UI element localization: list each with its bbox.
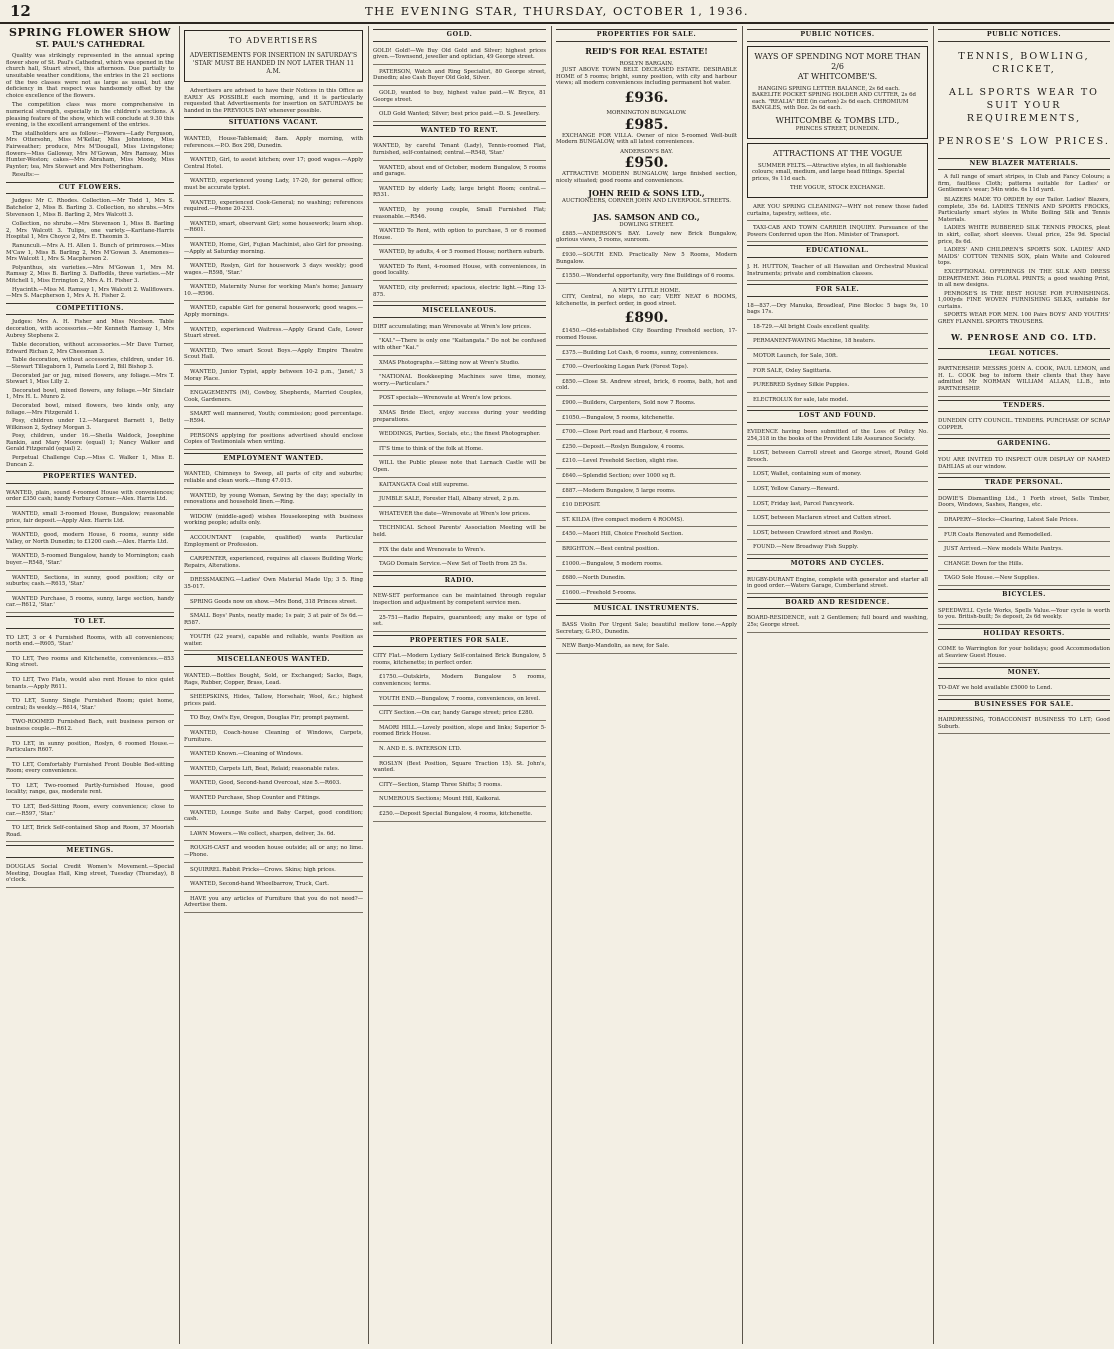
- section-heading: BUSINESSES FOR SALE.: [938, 699, 1110, 712]
- classified-ad: J. H. HUTTON, Teacher of all Hawaiian and Orchestral Musical Instruments; private and combination classes.: [747, 262, 928, 281]
- samson-heading: JAS. SAMSON AND CO.,: [593, 212, 700, 223]
- penrose-filler: BLAZERS MADE TO ORDER by our Tailor. Ladies' Blazers, complete, 35s 6d. LADIES TENNIS AND SPORTS FROCKS, Particularly smart styles in White Boiling Silk and Tennis Materials. LADIES WHITE RUBBERED SILK TENNIS FROCKS, pleat in skirt, collar, short sleeves. Usual price, 25s 9d. Special price, 8s 6d. LADIES' AND CHILDREN'S SPORTS SOX. LADIES' AND MAIDS' COTTON TENNIS SOX, plain White and Coloured tops. EXCEPTIONAL OFFERINGS IN THE SILK AND DRESS DEPARTMENT. 36in FLORAL PRINTS; a good washing Print, in all new designs. PENROSE'S IS THE BEST HOUSE FOR FURNISHINGS. 1,000yds FINE WOVEN FURNISHING SILKS, suitable for curtains. SPORTS WEAR FOR MEN. 100 Pairs BOYS' AND YOUTHS' GREY FLANNEL SPORTS TROUSERS.: [938, 196, 1110, 326]
- section-heading: MISCELLANEOUS WANTED.: [184, 654, 363, 667]
- classified-ad: DUNEDIN CITY COUNCIL. TENDERS. PURCHASE OF SCRAP COPPER.: [938, 416, 1110, 435]
- column-rule: [933, 26, 934, 1344]
- section-heading: FOR SALE.: [747, 284, 928, 297]
- article-body-filler: The competition class was more comprehensive in numerical strength, especially in the children's sections. A pleasing feature of the show, which will conclude at 9.30 this evening, is the excellent arrangement of the entries. The stallholders are as follow:—Flowers—Lady Ferguson, Mrs Ottersohn, Miss M'Kellar, Miss Johnstone, Miss Fairweather; produce, Mrs M'Dougall, Miss Livingstone; flowers—Miss Galloway, Mrs M'Gowan, Mrs Ramsay, Miss Hunter-Weston; cakes—Mrs Abraham, Miss Moody, Miss Paynter; tea, Mrs Stewart and Mrs Fotheringham. Results:—: [6, 102, 174, 179]
- advertisers-text: ADVERTISEMENTS FOR INSERTION IN SATURDAY'S 'STAR' MUST BE HANDED IN NOT LATER THAN 11 A.M.: [189, 52, 358, 75]
- section-text: Judges: Mrs A. H. Fisher and Miss Nicolson. Table decoration, with accessories.—Mr Kenneth Ramsay 1, Mrs Aubrey Stephens 2.: [6, 319, 174, 339]
- section-heading: GARDENING.: [938, 438, 1110, 451]
- section-heading: GOLD.: [373, 29, 546, 42]
- section-heading: BICYCLES.: [938, 589, 1110, 602]
- section-heading: PUBLIC NOTICES.: [747, 29, 928, 42]
- column-2: TO ADVERTISERS ADVERTISEMENTS FOR INSERTION IN SATURDAY'S 'STAR' MUST BE HANDED IN NOT LATER THAN 11 A.M. Advertisers are advised to have their Notices in this Office as EARLY AS POSSIBLE each morning, and it is particularly requested that Advertisements for insertion on SATURDAYS be handed in the PREVIOUS DAY whenever possible. SITUATIONS VACANT. WANTED, House-Tablemaid; 8am. Apply morning, with references.—P.O. Box 298, Dunedin. WANTED, Girl, to assist kitchen; over 17; good wages.—Apply Central Hotel. WANTED, experienced young Lady, 17-20, for general office; must be accurate typist. WANTED, experienced Cook-General; no washing; references required.—Phone 20-233. WANTED, smart, observant Girl; some housework; learn shop.—R601. WANTED, Home, Girl, Fujian Machinist, also Girl for pressing.—Apply at Saturday morning. WANTED, Roslyn, Girl for housework 3 days weekly; good wages.—R598, 'Star.' WANTED, Maternity Nurse for working Man's home; January 10.—R596. WANTED, capable Girl for general housework; good wages.—Apply mornings. WANTED, experienced Waitress.—Apply Grand Cafe, Lower Stuart street. WANTED, Two smart Scout Boys.—Apply Empire Theatre Scout Hall. WANTED, Junior Typist, apply between 10-2 p.m., 'Janet,' 3 Moray Place. ENGAGEMENTS (M), Cowboy, Shepherds, Married Couples, Cook, Gardeners. SMART well mannered, Youth; commission; good percentage.—R594. PERSONS applying for positions advertised should enclose Copies of Testimonials when writing. EMPLOYMENT WANTED. WANTED, Chimneys to Sweep, all parts of city and suburbs; reliable and clean work.—Rung 47.015. WANTED, by young Woman, Sewing by the day; specially in renovations and household linen.—Ring. WIDOW (middle-aged) wishes Housekeeping with business working people; adults only. ACCOUNTANT (capable, qualified) wants Particular Employment or Profession. CARPENTER, experienced, requires all classes Building Work; Repairs, Alterations. DRESSMAKING.—Ladies' Own Material Made Up; 3 5. Ring 35-017. SPRING Goods now on show.—Mrs Bond, 318 Princes street. SMALL Boys' Pants, neatly made; 1s pair, 3 at pair of 5s 6d.—R587. YOUTH (22 years), capable and reliable, wants Position as waiter. MISCELLANEOUS WANTED. WANTED.—Bottles Bought, Sold, or Exchanged; Sacks, Bags, Rags, Rubber, Copper, Brass, Lead. SHEEPSKINS, Hides, Tallow, Horsehair, Wool, &c.; highest prices paid. TO Buy, Owl's Eye, Oregon, Douglas Fir; prompt payment. WANTED, Coach-house Cleaning of Windows, Carpets, Furniture. WANTED Known.—Cleaning of Windows. WANTED, Carpets Lift, Beat, Relaid; reasonable rates. WANTED, Good, Second-hand Overcoat, size 5.—R603. WANTED Purchase, Shop Counter and Fittings. WANTED, Lounge Suite and Baby Carpet, good condition; cash. LAWN Mowers.—We collect, sharpen, deliver, 3s. 6d. ROUGH-CAST and wooden house outside; all or any; no lime.—Phone. SQUIRREL Rabbit Pricks—Crows. Skins; high prices. WANTED, Second-hand Wheelbarrow, Truck, Cart. HAVE you any articles of Furniture that you do not need?—Advertise them.: [184, 26, 363, 1344]
- musical-filler: BASS Violin For Urgent Sale; beautiful mellow tone.—Apply Secretary, G.P.O., Dunedin. NEW Banjo-Mandolin, as new, for Sale.: [556, 620, 737, 654]
- section-heading: TO LET.: [6, 616, 174, 629]
- samson-address: DOWLING STREET.: [619, 222, 674, 229]
- advertisers-title: TO ADVERTISERS: [228, 36, 319, 45]
- section-heading: PROPERTIES WANTED.: [6, 471, 174, 484]
- section-heading: MOTORS AND CYCLES.: [747, 558, 928, 571]
- section-heading: WANTED TO RENT.: [373, 125, 546, 138]
- section-heading: TRADE PERSONAL.: [938, 477, 1110, 490]
- column-rule: [551, 26, 552, 1344]
- employment-filler: WANTED, by young Woman, Sewing by the day; specially in renovations and household linen.—Ring. WIDOW (middle-aged) wishes Housekeeping with business working people; adults only. ACCOUNTANT (capable, qualified) wants Particular Employment or Profession. CARPENTER, experienced, requires all classes Building Work; Repairs, Alterations. DRESSMAKING.—Ladies' Own Material Made Up; 3 5. Ring 35-017. SPRING Goods now on show.—Mrs Bond, 318 Princes street. SMALL Boys' Pants, neatly made; 1s pair, 3 at pair of 5s 6d.—R587. YOUTH (22 years), capable and reliable, wants Position as waiter.: [184, 491, 363, 652]
- section-heading: TENDERS.: [938, 400, 1110, 413]
- headline: SPRING FLOWER SHOW: [9, 26, 171, 39]
- section-heading: PROPERTIES FOR SALE.: [556, 29, 737, 42]
- classified-ad: WANTED, plain, sound 4-roomed House with conveniences; order £350 cash; handy Forbury Corner.—Alex. Harris Ltd.: [6, 488, 174, 507]
- classified-ad: DIRT accumulating; man Wrenovate at Wren's low prices.: [373, 322, 546, 335]
- penrose-footer: W. PENROSE AND CO. LTD.: [950, 331, 1098, 342]
- section-heading: PROPERTIES FOR SALE.: [373, 635, 546, 648]
- classified-ad: 18—837.—Dry Manuka, Broadleaf, Pine Blocks: 5 bags 9s, 10 bags 17s.: [747, 301, 928, 320]
- page-number: 12: [10, 2, 31, 20]
- section-heading: NEW BLAZER MATERIALS.: [938, 158, 1110, 171]
- masthead-title: THE EVENING STAR, THURSDAY, OCTOBER 1, 1936.: [365, 4, 749, 18]
- column-5: [747, 26, 928, 1344]
- column-rule: [368, 26, 369, 1344]
- property-filler: £1750.—Outskirts, Modern Bungalow 5 rooms, conveniences; terms. YOUTH END.—Bungalow, 7 rooms, conveniences, on level. CITY Section.—On car, handy Garage street; price £280. MAORI HILL.—Lovely position, slope and links; Superior 5-roomed Brick House. N. AND E. S. PATERSON LTD. ROSLYN (Best Position, Square Traction 15). St. John's, wanted. CITY—Section, Stamp Three Shifts; 5 rooms. NUMEROUS Sections; Mount Hill, Kaikorai. £250.—Deposit Special Bungalow, 4 rooms, kitchenette.: [373, 672, 546, 821]
- price: £936.: [624, 89, 669, 106]
- misc-filler: "KAI."—There is only one "Kaitangata." Do not be confused with other "Kai." XMAS Photographs.—Sitting now at Wren's Studio. "NATIONAL Bookkeeping Machines save time, money, worry.—Particulars." POST specials—Wrenovate at Wren's low prices. XMAS Bride Elect, enjoy success during your wedding preparations. WEDDINGS, Parties, Socials, etc.; the finest Photographer. IT'S time to think of the folk at Home. WILL the Public please note that Larnach Castle will be Open. KAITANGATA Coal still supreme. JUMBLE SALE, Forester Hall, Albany street, 2 p.m. WHATEVER the date—Wrenovate at Wren's low prices. TECHNICAL School Parents' Association Meeting will be held. FIX the date and Wrenovate to Wren's. TAGO Domain Service.—New Set of Teeth from 25 5s.: [373, 336, 546, 571]
- masthead: [0, 0, 1114, 24]
- section-heading: BOARD AND RESIDENCE.: [747, 597, 928, 610]
- whitcombe-advert: WAYS OF SPENDING NOT MORE THAN 2/6 AT WHITCOMBE'S. HANGING SPRING LETTER BALANCE, 2s 6d each. BAKELITE POCKET SPRING HOLDER AND CUTTER, 2s 6d each. "REALIA" BEE (in carton) 2s 6d each. CHROMIUM BANGLES, with Doz. 2s 6d each. WHITCOMBE & TOMBS LTD., PRINCES STREET, DUNEDIN.: [747, 46, 928, 139]
- column-3: [373, 26, 546, 1344]
- article-intro: Quality was strikingly represented in the annual spring flower show of St. Paul's Cathedral, which was opened in the church hall, Stuart street, this afternoon. Due partially to unsuitable weather conditions, the entries in the 21 sections of the two classes were not as large as usual, but any deficiency in that respect was handsomely offset by the choice excellence of the flowers.: [6, 53, 174, 99]
- section-heading: CUT FLOWERS.: [6, 182, 174, 195]
- classified-ad: PARTNERSHIP. MESSRS JOHN A. COOK, PAUL LEMON, and H. L. COOK beg to inform their clients that they have admitted Mr NORMAN WILLIAM ALLAN, LL.B., into PARTNERSHIP.: [938, 364, 1110, 396]
- column-4: PROPERTIES FOR SALE. REID'S FOR REAL ESTATE! ROSLYN BARGAIN. JUST ABOVE TOWN BELT. DECEASED ESTATE. DESIRABLE HOME of 5 rooms; bright, sunny position, with city and harbour views; all modern conveniences including permanent hot water. £936. MORNINGTON BUNGALOW. £985. EXCHANGE FOR VILLA. Owner of nice 5-roomed Well-built Modern BUNGALOW, with all latest conveniences. ANDERSON'S BAY. £950. ATTRACTIVE MODERN BUNGALOW, large finished section, nicely situated; good rooms and conveniences. JOHN REID & SONS LTD., AUCTIONEERS, CORNER JOHN AND LIVERPOOL STREETS. JAS. SAMSON AND CO., DOWLING STREET. £885.—ANDERSON'S BAY. Lovely new Brick Bungalow, glorious views, 5 rooms, sunroom. £930.—SOUTH END. Practically New 5 Rooms, Modern Bungalow. £1550.—Wonderful opportunity, very fine Buildings of 6 rooms. A NIFTY LITTLE HOME. CITY, Central, no steps, no car; VERY NEAT 6 ROOMS, kitchenette, in perfect order, in good street. £890. £1450.—Old-established City Boarding Freehold section, 17-roomed House. £375.—Building Lot Cash, 6 rooms, sunny, conveniences. £700.—Overlooking Logan Park (Forest Tops). £850.—Close St. Andrew street, brick, 6 rooms, bath, hot and cold. £900.—Builders, Carpenters, Sold now 7 Rooms. £1050.—Bungalow, 5 rooms, kitchenette. £700.—Close Port road and Harbour, 4 rooms. £250.—Deposit.—Roslyn Bungalow, 4 rooms. £210.—Level Freehold Section, slight rise. £640.—Splendid Section; over 1000 sq ft. £887.—Modern Bungalow, 5 large rooms. £10 DEPOSIT. ST. KILDA (five compact modern 4 ROOMS). £450.—Maori Hill, Choice Freehold Section. BRIGHTON.—Best central position. £1000.—Bungalow, 5 modern rooms. £680.—North Dunedin. £1600.—Freehold 5-rooms. MUSICAL INSTRUMENTS. BASS Violin For Urgent Sale; beautiful mellow tone.—Apply Secretary, G.P.O., Dunedin. NEW Banjo-Mandolin, as new, for Sale.: [556, 26, 737, 1344]
- mornington-heading: MORNINGTON BUNGALOW.: [606, 109, 687, 116]
- penrose-banner-3: PENROSE'S LOW PRICES.: [938, 135, 1110, 147]
- section-heading: MISCELLANEOUS.: [373, 305, 546, 318]
- whitcombe-line3: AT WHITCOMBE'S.: [797, 71, 878, 81]
- andersons-heading: ANDERSON'S BAY.: [620, 148, 673, 155]
- section-heading: MONEY.: [938, 667, 1110, 680]
- section-heading: EMPLOYMENT WANTED.: [184, 453, 363, 466]
- classified-ad: TO-DAY we hold available £5000 to Lend.: [938, 683, 1110, 696]
- situations-filler: WANTED, Girl, to assist kitchen; over 17; good wages.—Apply Central Hotel. WANTED, experienced young Lady, 17-20, for general office; must be accurate typist. WANTED, experienced Cook-General; no washing; references required.—Phone 20-233. WANTED, smart, observant Girl; some housework; learn shop.—R601. WANTED, Home, Girl, Fujian Machinist, also Girl for pressing.—Apply at Saturday morning. WANTED, Roslyn, Girl for housework 3 days weekly; good wages.—R598, 'Star.' WANTED, Maternity Nurse for working Man's home; January 10.—R596. WANTED, capable Girl for general housework; good wages.—Apply mornings. WANTED, experienced Waitress.—Apply Grand Cafe, Lower Stuart street. WANTED, Two smart Scout Boys.—Apply Empire Theatre Scout Hall. WANTED, Junior Typist, apply between 10-2 p.m., 'Janet,' 3 Moray Place. ENGAGEMENTS (M), Cowboy, Shepherds, Married Couples, Cook, Gardeners. SMART well mannered, Youth; commission; good percentage.—R594. PERSONS applying for positions advertised should enclose Copies of Testimonials when writing.: [184, 155, 363, 450]
- column-6: [938, 26, 1110, 1344]
- property-list-filler: £1450.—Old-established City Boarding Freehold section, 17-roomed House. £375.—Building Lot Cash, 6 rooms, sunny, conveniences. £700.—Overlooking Logan Park (Forest Tops). £850.—Close St. Andrew street, brick, 6 rooms, bath, hot and cold. £900.—Builders, Carpenters, Sold now 7 Rooms. £1050.—Bungalow, 5 rooms, kitchenette. £700.—Close Port road and Harbour, 4 rooms. £250.—Deposit.—Roslyn Bungalow, 4 rooms. £210.—Level Freehold Section, slight rise. £640.—Splendid Section; over 1000 sq ft. £887.—Modern Bungalow, 5 large rooms. £10 DEPOSIT. ST. KILDA (five compact modern 4 ROOMS). £450.—Maori Hill, Choice Freehold Section. BRIGHTON.—Best central position. £1000.—Bungalow, 5 modern rooms. £680.—North Dunedin. £1600.—Freehold 5-rooms.: [556, 326, 737, 600]
- penrose-banner-2: ALL SPORTS WEAR TO SUIT YOUR REQUIREMENTS,: [949, 86, 1099, 124]
- price: £890.: [624, 310, 669, 327]
- section-heading: EDUCATIONAL.: [747, 245, 928, 258]
- for-sale-filler: 18-729.—All bright Coals excellent quality. PERMANENT-WAVING Machine, 18 heaters. MOTOR Launch, for Sale, 30ft. FOR SALE, Oxley Sagittaria. PUREBRED Sydney Silkie Puppies. ELECTROLUX for sale, late model.: [747, 322, 928, 408]
- whitcombe-address: PRINCES STREET, DUNEDIN.: [795, 125, 880, 132]
- classified-ad: NEW-SET performance can be maintained through regular inspection and adjustment by competent service men.: [373, 591, 546, 610]
- section-heading: RADIO.: [373, 575, 546, 588]
- penrose-banner-1: TENNIS, BOWLING, CRICKET,: [958, 50, 1090, 75]
- firm-address: AUCTIONEERS, CORNER JOHN AND LIVERPOOL STREETS.: [561, 197, 732, 204]
- classified-ad: GOLD! Gold!—We Buy Old Gold and Silver; highest prices given.—Townsend, jeweller and optician, 49 George street.: [373, 46, 546, 65]
- section-heading: HOLIDAY RESORTS.: [938, 628, 1110, 641]
- section-heading: SITUATIONS VACANT.: [184, 117, 363, 130]
- lost-found-filler: LOST, between Carroll street and George street, Round Gold Brooch. LOST, Wallet, containing sum of money. LOST, Yellow Canary.—Reward. LOST, Friday last, Parcel Fancywork. LOST, between Maclaren street and Cutten street. LOST, between Crawford street and Roslyn. FOUND.—New Broadway Fish Supply.: [747, 448, 928, 555]
- classified-ad: YOU ARE INVITED TO INSPECT OUR DISPLAY OF NAMED DAHLIAS at our window.: [938, 455, 1110, 474]
- section-text: Judges: Mr C. Rhodes. Collection.—Mr Todd 1, Mrs S. Batchelor 2, Miss B. Barling 3. Collection, no shrubs.—Mrs Stevenson 1, Miss B. Barling 2, Mrs Walcott 3.: [6, 198, 174, 218]
- results-filler: Collection, no shrubs.—Mrs Stevenson 1, Miss B. Barling 2, Mrs Walcott 3. Tulips, one variety.—Karitane-Harris Hospital 1, Mrs Choyce 2, Mrs E. Theomin 3. Ranunculi.—Mrs A. H. Allen 1. Bunch of primroses.—Miss M'Caw 1, Miss B. Barling 2, Mrs M'Gowan 3. Anemones—Mrs Walcott 1, Mrs S. Macpherson 2. Polyanthus, six varieties.—Mrs M'Gowan 1, Mrs M. Ramsay 2, Miss B. Barling 3. Daffodils, three varieties.—Mr Mitchell 1, Miss Errington 2, Mrs A. H. Fisher 3. Hyacinth.—Miss M. Ramsay 1, Mrs Walcott 2. Wallflowers.—Mrs S. Macpherson 1, Mrs A. H. Fisher 2.: [6, 221, 174, 300]
- classified-ad: EVIDENCE having been submitted of the Loss of Policy No. 254,318 in the books of the Provident Life Assurance Society.: [747, 427, 928, 446]
- classified-ad: WANTED, House-Tablemaid; 8am. Apply morning, with references.—P.O. Box 298, Dunedin.: [184, 134, 363, 153]
- column-rule: [179, 26, 180, 1344]
- column-1: [6, 26, 174, 1344]
- firm-name: JOHN REID & SONS LTD.,: [588, 187, 705, 198]
- advertisers-notice: [184, 30, 363, 82]
- classified-ad: WANTED.—Bottles Bought, Sold, or Exchanged; Sacks, Bags, Rags, Rubber, Copper, Brass, Lead.: [184, 671, 363, 690]
- samson-filler: £885.—ANDERSON'S BAY. Lovely new Brick Bungalow, glorious views, 5 rooms, sunroom. £930.—SOUTH END. Practically New 5 Rooms, Modern Bungalow. £1550.—Wonderful opportunity, very fine Buildings of 6 rooms.: [556, 229, 737, 284]
- price: £985.: [624, 116, 669, 133]
- nifty-text: CITY, Central, no steps, no car; VERY NEAT 6 ROOMS, kitchenette, in perfect order, in good street.: [556, 294, 737, 307]
- whitcombe-line1: WAYS OF SPENDING NOT MORE THAN: [754, 51, 921, 61]
- blazer-text: A full range of smart stripes, in Club and Fancy Colours; a firm, faultless Cloth; patterns suitable for Ladies' or Gentlemen's wear; 54in wide. 6s 11d yard.: [938, 174, 1110, 194]
- classified-ad: HAIRDRESSING, TOBACCONIST BUSINESS TO LET; Good Suburb.: [938, 715, 1110, 734]
- classified-ad: TO LET, 3 or 4 Furnished Rooms, with all conveniences; north end.—R605, 'Star.': [6, 633, 174, 652]
- classified-ad: COME to Warrington for your holidays; good Accommodation at Seaview Guest House.: [938, 644, 1110, 663]
- properties-wanted-filler: WANTED, small 3-roomed House, Bungalow; reasonable price, fair deposit.—Apply Alex. Harris Ltd. WANTED, good, modern House, 6 rooms, sunny side Valley, or North Dunedin; to £1200 cash.—Alex. Harris Ltd. WANTED, 5-roomed Bungalow, handy to Mornington; cash buyer.—R548, 'Star.' WANTED, Sections, in sunny, good position; city or suburbs; cash.—R615, 'Star.' WANTED Purchase, 5 rooms, sunny, large section, handy car.—R612, 'Star.': [6, 509, 174, 613]
- public-notices-filler: ARE YOU SPRING CLEANING?—WHY not renew those faded curtains, tapestry, settees, etc. TAXI-CAB AND TOWN CARRIER INQUIRY. Pursuance of the Powers Conferred upon the Hon. Minister of Transport.: [747, 202, 928, 242]
- classified-ad: RUGBY-DURANT Engine, complete with generator and starter all in good order.—Waters Garage, Cumberland street.: [747, 575, 928, 594]
- to-let-filler: TO LET, Two rooms and Kitchenette, conveniences.—853 King street. TO LET, Two Flats, would also rent House to nice quiet tenants.—Apply R611. TO LET, Sunny Single Furnished Room; quiet home, central; 8s weekly.—R614, 'Star.' TWO-ROOMED Furnished Bach, suit business person or business couple.—R612. TO LET, in sunny position, Roslyn, 6 roomed House.—Particulars R607. TO LET, Comfortably Furnished Front Double Bed-sitting Room; every convenience. TO LET, Two-roomed Partly-furnished House, good locality; range, gas, moderate rent. TO LET, Bed-Sitting Room, every convenience; close to car.—R597, 'Star.' TO LET, Brick Self-contained Shop and Room, 37 Moorish Road.: [6, 654, 174, 843]
- section-heading: LEGAL NOTICES.: [938, 348, 1110, 361]
- classified-ad: SPEEDWELL Cycle Works, Spells Value.—Your cycle is worth to you. British-built; 5s deposit, 2s 6d weekly.: [938, 606, 1110, 625]
- vogue-title: ATTRACTIONS AT THE VOGUE: [772, 148, 903, 158]
- classified-ad: CITY Flat.—Modern Lydiary Self-contained Brick Bungalow, 5 rooms, kitchenette; in perfect order.: [373, 651, 546, 670]
- classified-ad: DOUGLAS Social Credit Women's Movement.—Special Meeting, Douglas Hall, King street, Tuesday (Thursday), 8 o'clock.: [6, 862, 174, 888]
- section-heading: LOST AND FOUND.: [747, 410, 928, 423]
- column-rule: [742, 26, 743, 1344]
- gold-filler: PATERSON, Watch and Ring Specialist, 80 George street, Dunedin; also Cash Buyer Old Gold, Silver. GOLD, wanted to buy, highest value paid.—W. Bryce, 81 George street. OLD Gold Wanted; Silver; best price paid.—D. S. Jewellery.: [373, 67, 546, 122]
- vogue-advert: ATTRACTIONS AT THE VOGUE SUMMER FELTS.—Attractive styles, in all fashionable colours; small, medium, and large head fittings. Special prices, 9s 11d each. THE VOGUE, STOCK EXCHANGE.: [747, 143, 928, 198]
- whitcombe-line2: 2/6: [831, 61, 844, 71]
- competitions-filler: Table decoration, without accessories.—Mr Dave Turner, Edward Richan 2, Mrs Cheesman 3. Table decoration, without accessories, children, under 16.—Stewart Tillsgaborn 1, Pamela Lord 2, Bill Bishop 3. Decorated jar or jug, mixed flowers, any foliage.—Mrs T. Stewart 1, Miss Lilly 2. Decorated bowl, mixed flowers, any foliage.—Mr Sinclair 1, Mrs H. L. Munro 2. Decorated bowl, mixed flowers, two kinds only, any foliage.—Mrs Fitzgerald 1. Posy, children under 12.—Margaret Barnett 1, Betty Wilkinson 2, Sydney Morgan 3. Posy, children, under 16.—Sheila Waldock, Josephine Rankin, and Mary Moore (equal) 1; Nancy Walker and Gerald Fitzgerald (equal) 2. Perpetual Challenge Cup.—Miss C. Walker 1, Miss E. Duncan 2.: [6, 342, 174, 468]
- vogue-footer: THE VOGUE, STOCK EXCHANGE.: [789, 185, 885, 192]
- misc-wanted-filler: SHEEPSKINS, Hides, Tallow, Horsehair, Wool, &c.; highest prices paid. TO Buy, Owl's Eye, Oregon, Douglas Fir; prompt payment. WANTED, Coach-house Cleaning of Windows, Carpets, Furniture. WANTED Known.—Cleaning of Windows. WANTED, Carpets Lift, Beat, Relaid; reasonable rates. WANTED, Good, Second-hand Overcoat, size 5.—R603. WANTED Purchase, Shop Counter and Fittings. WANTED, Lounge Suite and Baby Carpet, good condition; cash. LAWN Mowers.—We collect, sharpen, deliver, 3s. 6d. ROUGH-CAST and wooden house outside; all or any; no lime.—Phone. SQUIRREL Rabbit Pricks—Crows. Skins; high prices. WANTED, Second-hand Wheelbarrow, Truck, Cart. HAVE you any articles of Furniture that you do not need?—Advertise them.: [184, 692, 363, 913]
- section-heading: MUSICAL INSTRUMENTS.: [556, 603, 737, 616]
- section-heading: COMPETITIONS.: [6, 303, 174, 316]
- reid-heading: REID'S FOR REAL ESTATE!: [585, 45, 708, 56]
- trade-filler: DRAPERY—Stocks—Clearing, Latest Sale Prices. FUR Coats Renovated and Remodelled. JUST Arrived.—New models White Pantrys. CHANGE Down for the Hills. TAGO Sole House.—New Supplies.: [938, 515, 1110, 586]
- section-heading: MEETINGS.: [6, 845, 174, 858]
- radio-filler: 25-751—Radio Repairs, guaranteed; any make or type of set.: [373, 613, 546, 632]
- classified-ad: WANTED, by careful Tenant (Lady), Tennis-roomed Flat, furnished, self-contained; central.—R548, 'Star.': [373, 141, 546, 160]
- roslyn-heading: ROSLYN BARGAIN.: [619, 60, 674, 67]
- price: £950.: [624, 155, 669, 172]
- classified-ad: BOARD-RESIDENCE, suit 2 Gentlemen; full board and washing, 25s; George street.: [747, 613, 928, 632]
- rent-filler: WANTED, about end of October, modern Bungalow, 5 rooms and garage. WANTED by elderly Lady, large bright Room; central.—R531. WANTED, by young couple, Small Furnished Flat; reasonable.—R546. WANTED To Rent, with option to purchase, 5 or 6 roomed House. WANTED, by adults, 4 or 5 roomed House; northern suburb. WANTED To Rent, 4-roomed House, with conveniences, in good locality. WANTED, city preferred; spacious, electric light.—Ring 13-875.: [373, 163, 546, 303]
- subheadline: ST. PAUL'S CATHEDRAL: [35, 38, 145, 49]
- classified-ad: DOWIE'S Dismantling Ltd., 1 Forth street, Sells Timber, Doors, Windows, Sashes, Ranges, etc.: [938, 494, 1110, 513]
- nifty-heading: A NIFTY LITTLE HOME.: [612, 287, 681, 294]
- whitcombe-firm: WHITCOMBE & TOMBS LTD.,: [775, 115, 900, 125]
- section-heading: PUBLIC NOTICES.: [938, 29, 1110, 42]
- classified-ad: WANTED, Chimneys to Sweep, all parts of city and suburbs; reliable and clean work.—Rung 47.015.: [184, 469, 363, 488]
